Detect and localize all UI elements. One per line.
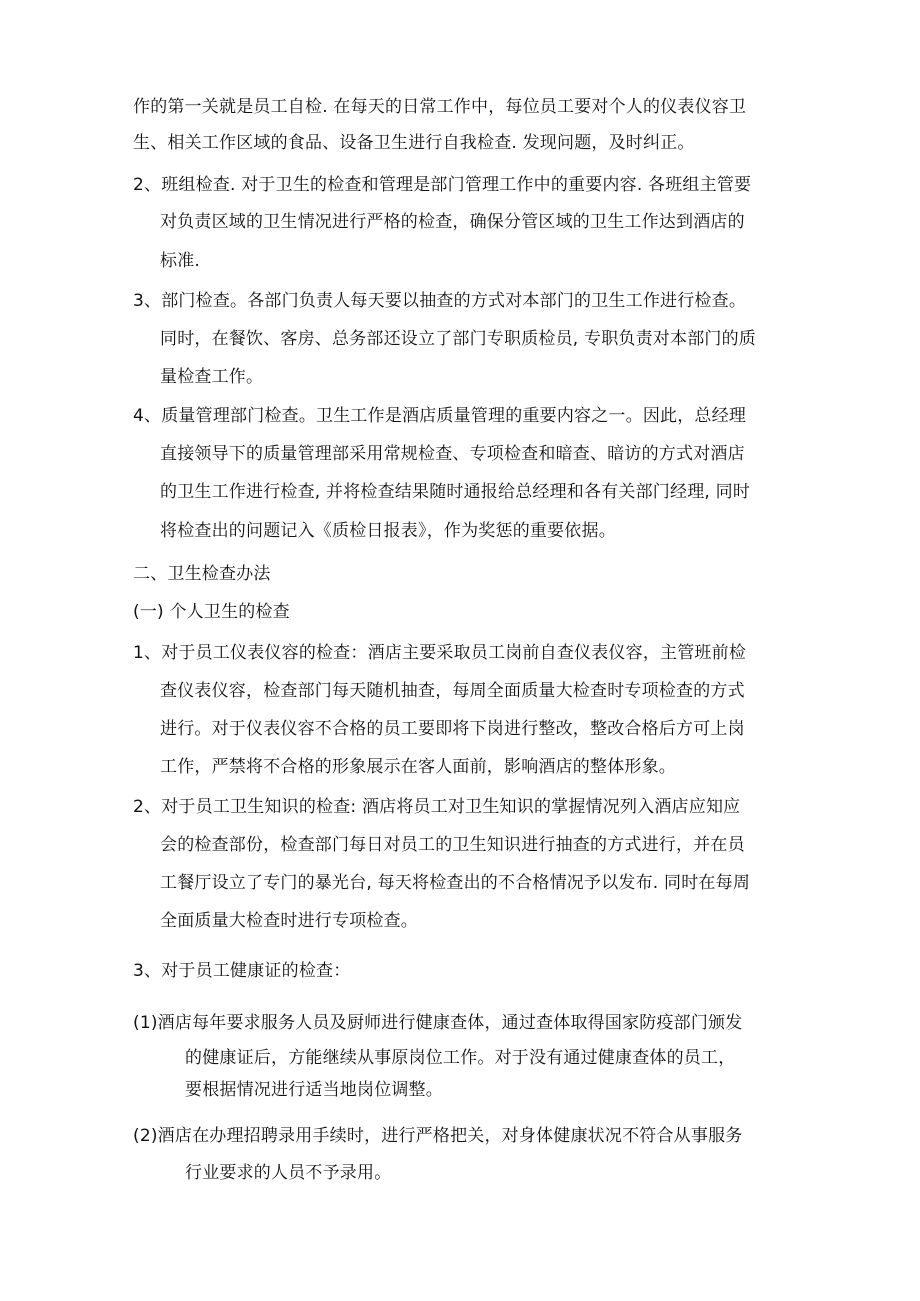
text-line: 1、对于员工仪表仪容的检查：酒店主要采取员工岗前自查仪表仪容，主管班前检 xyxy=(133,643,747,663)
subsection-heading: (一) 个人卫生的检查 xyxy=(133,602,290,622)
text-line: 同时，在餐饮、客房、总务部还设立了部门专职质检员, 专职负责对本部门的质 xyxy=(160,329,757,349)
text-line: 查仪表仪容，检查部门每天随机抽查，每周全面质量大检查时专项检查的方式 xyxy=(160,681,745,701)
text-line: 会的检查部份，检查部门每日对员工的卫生知识进行抽查的方式进行，并在员 xyxy=(160,835,745,855)
section-heading: 二、卫生检查办法 xyxy=(133,564,271,584)
text-line: 4、质量管理部门检查。卫生工作是酒店质量管理的重要内容之一。因此，总经理 xyxy=(133,406,747,426)
text-line: 直接领导下的质量管理部采用常规检查、专项检查和暗查、暗访的方式对酒店 xyxy=(160,444,745,464)
text-line: 生、相关工作区域的食品、设备卫生进行自我检查. 发现问题，及时纠正。 xyxy=(133,133,695,153)
text-line: 标准. xyxy=(160,251,201,271)
text-line: 将检查出的问题记入《质检日报表》，作为奖惩的重要依据。 xyxy=(160,521,616,541)
text-line: 全面质量大检查时进行专项检查。 xyxy=(160,911,418,931)
text-line: 2、班组检查. 对于卫生的检查和管理是部门管理工作中的重要内容. 各班组主管要 xyxy=(133,175,752,195)
text-line: 的卫生工作进行检查, 并将检查结果随时通报给总经理和各有关部门经理, 同时 xyxy=(160,482,751,502)
text-line: 作的第一关就是员工自检. 在每天的日常工作中，每位员工要对个人的仪表仪容卫 xyxy=(133,97,747,117)
text-line: 要根据情况进行适当地岗位调整。 xyxy=(185,1080,443,1100)
text-line: (2)酒店在办理招聘录用手续时，进行严格把关，对身体健康状况不符合从事服务 xyxy=(133,1126,743,1146)
text-line: 3、对于员工健康证的检查： xyxy=(133,961,351,981)
text-line: 工餐厅设立了专门的暴光台, 每天将检查出的不合格情况予以发布. 同时在每周 xyxy=(160,873,751,893)
text-line: 进行。对于仪表仪容不合格的员工要即将下岗进行整改，整改合格后方可上岗 xyxy=(160,719,745,739)
text-line: 3、部门检查。各部门负责人每天要以抽查的方式对本部门的卫生工作进行检查。 xyxy=(133,291,747,311)
text-line: 工作，严禁将不合格的形象展示在客人面前，影响酒店的整体形象。 xyxy=(160,757,676,777)
text-line: 的健康证后，方能继续从事原岗位工作。对于没有通过健康查体的员工， xyxy=(185,1048,736,1068)
text-line: 量检查工作。 xyxy=(160,367,264,387)
text-line: 行业要求的人员不予录用。 xyxy=(185,1163,392,1183)
text-line: 对负责区域的卫生情况进行严格的检查，确保分管区域的卫生工作达到酒店的 xyxy=(160,212,745,232)
text-line: (1)酒店每年要求服务人员及厨师进行健康查体，通过查体取得国家防疫部门颁发 xyxy=(133,1013,743,1033)
text-line: 2、对于员工卫生知识的检查: 酒店将员工对卫生知识的掌握情况列入酒店应知应 xyxy=(133,797,741,817)
